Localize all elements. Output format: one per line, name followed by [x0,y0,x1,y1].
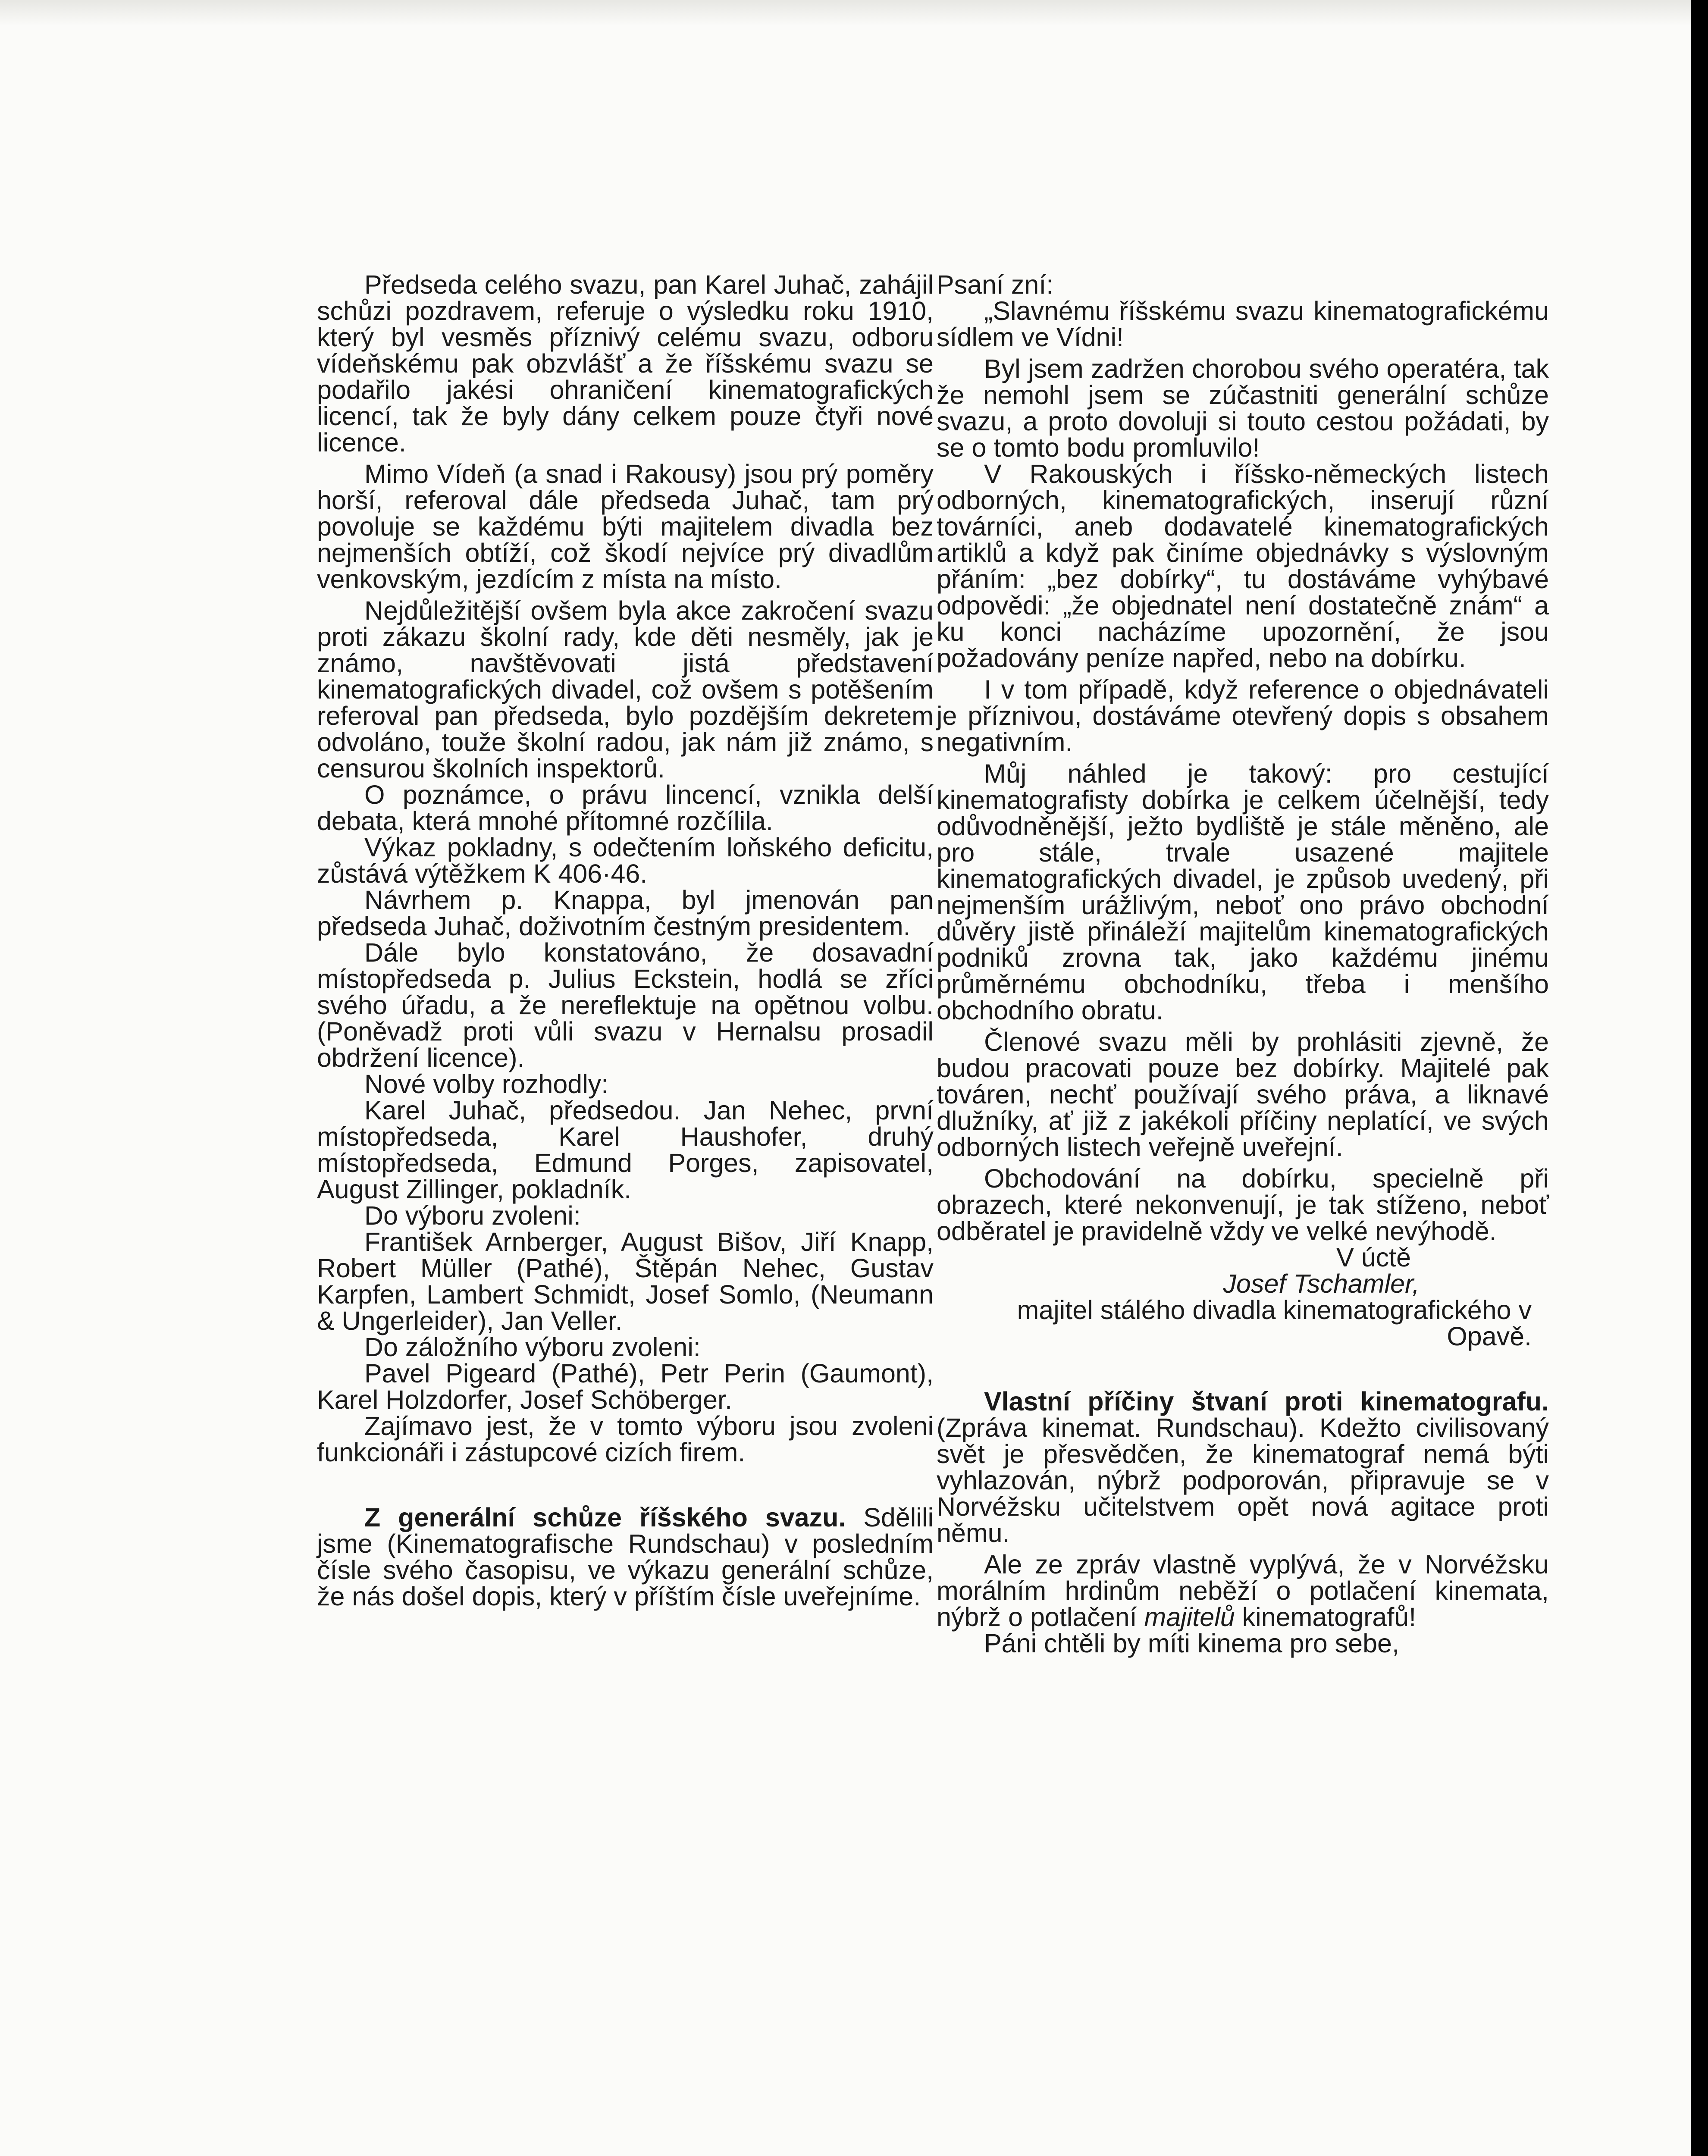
left-column [317,272,934,1610]
paragraph: František Arnberger, August Bišov, Jiří Knapp, Robert Müller (Pathé), Štěpán Nehec, Gustav Karpfen, Lambert Schmidt, Josef Somlo, (Neumann & Ungerleider), Jan Veller. [317,1227,934,1335]
section-body: (Zpráva kinemat. Rundschau). Kdežto civilisovaný svět je přesvědčen, že kinematograf nemá býti vyhlazován, nýbrž podporován, připravuje se v Norvéžsku učitelstvem opět nová agitace proti němu. [937,1413,1549,1548]
section-paragraph [937,1388,1549,1546]
right-column [937,272,1549,1657]
paragraph: Předseda celého svazu, pan Karel Juhač, zahájil schůzi pozdravem, referuje o výsledku roku 1910, který byl vesměs příznivý celému svazu, odboru vídeňskému pak obzvlášť a že říšskému svazu se podařilo jakési ohraničení kinematografických licencí, tak že byly dány celkem pouze čtyři nové licence. [317,270,934,457]
paragraph: Můj náhled je takový: pro cestující kinematografisty dobírka je celkem účelnější, tedy odůvodněnější, ježto bydliště je stále měněno, ale pro stále, trvale usazené majitele kinematografických divadel, je způsob uvedený, při nejmenším urážlivým, neboť ono právo obchodní důvěry jistě přináleží majitelům kinematografických podniků zrovna tak, jako každému jinému průměrnému obchodníku, třeba i menšího obchodního obratu. [937,759,1549,1025]
paragraph: Návrhem p. Knappa, byl jmenován pan předseda Juhač, doživotním čestným presidentem. [317,885,934,941]
paragraph: Nové volby rozhodly: [364,1069,609,1099]
paragraph: Nejdůležitější ovšem byla akce zakročení svazu proti zákazu školní rady, kde děti nesměly, jak je známo, navštěvovati jistá představení kinematografických divadel, což ovšem s potěšením referoval pan předseda, bylo pozdějším dekretem odvoláno, touže školní radou, jak nám již známo, s censurou školních inspektorů. [317,596,934,783]
paragraph: Obchodování na dobírku, specielně při obrazech, které nekonvenují, je tak stíženo, neboť odběratel je pravidelně vždy ve velké nevýhodě. [937,1164,1549,1246]
section-heading: Z generální schůze říšského svazu. [364,1503,846,1532]
paragraph: O poznámce, o právu lincencí, vznikla delší debata, která mnohé přítomné rozčílila. [317,780,934,836]
paragraph: V Rakouských i říšsko-německých listech odborných, kinematografických, inserují různí továrníci, aneb dodavatelé kinematografických artiklů a když pak činíme objednávky s výslovným přáním: „bez dobírky“, tu dostáváme vyhýbavé odpovědi: „že objednatel není dostatečně znám“ a ku konci nacházíme upozornění, že jsou požadovány peníze napřed, nebo na dobírku. [937,459,1549,673]
paragraph: Dále bylo konstatováno, že dosavadní místopředseda p. Julius Eckstein, hodlá se zříci svého úřadu, a že nereflektuje na opětnou volbu. (Poněvadž proti vůli svazu v Hernalsu prosadil obdržení licence). [317,938,934,1072]
emphasis: majitelů [1144,1602,1235,1632]
section-body: Sdělili jsme (Kinematografische Rundschau) v posledním čísle svého časopisu, ve výkazu generální schůze, že nás došel dopis, který v příštím čísle uveřejníme. [317,1503,934,1611]
paragraph: Do záložního výboru zvoleni: [364,1332,701,1362]
paragraph: I v tom případě, když reference o objednávateli je příznivou, dostáváme otevřený dopis s obsahem negativním. [937,675,1549,757]
section-heading: Vlastní příčiny štvaní proti kinematografu. [984,1387,1549,1416]
paragraph: Členové svazu měli by prohlásiti zjevně, že budou pracovati pouze bez dobírky. Majitelé pak továren, nechť používají svého práva, a liknavé dlužníky, ať již z jakékoli příčiny neplatící, ve svých odborných listech veřejně uveřejní. [937,1027,1549,1162]
paragraph: Karel Juhač, předsedou. Jan Nehec, první místopředseda, Karel Haushofer, druhý místopředseda, Edmund Porges, zapisovatel, August Zillinger, pokladník. [317,1096,934,1204]
paragraph: Páni chtěli by míti kinema pro sebe, [984,1629,1399,1658]
letter-salutation: „Slavnému říšskému svazu kinematografickému sídlem ve Vídni! [937,296,1549,352]
paragraph: Psaní zní: [937,270,1054,299]
paragraph: Byl jsem zadržen chorobou svého operatéra, tak že nemohl jsem se zúčastniti generální schůze svazu, a proto dovoluji si touto cestou požádati, by se o tomto bodu promluvilo! [937,354,1549,462]
paragraph: Výkaz pokladny, s odečtením loňského deficitu, zůstává výtěžkem K 406·46. [317,833,934,888]
closing: V úctě [1336,1243,1411,1272]
paragraph: Pavel Pigeard (Pathé), Petr Perin (Gaumont), Karel Holzdorfer, Josef Schöberger. [317,1359,934,1414]
section-paragraph [317,1504,934,1610]
signature-title: majitel stálého divadla kinematografického v Opavě. [1017,1295,1532,1351]
paragraph: Zajímavo jest, že v tomto výboru jsou zvoleni funkcionáři i zástupcové cizích firem. [317,1411,934,1467]
right-scan-border [1691,0,1708,2156]
paragraph: Do výboru zvoleni: [364,1201,581,1230]
signature-name: Josef Tschamler, [1223,1269,1420,1298]
scan-top-shade [0,0,1708,26]
text-span: Ale ze zpráv vlastně vyplývá, že v Norvéžsku morálním hrdinům neběží o potlačení kinemata, nýbrž o potlačení [937,1550,1549,1632]
paragraph [937,1551,1549,1630]
text-span: kinematografů! [1235,1602,1417,1632]
paragraph: Mimo Vídeň (a snad i Rakousy) jsou prý poměry horší, referoval dále předseda Juhač, tam prý povoluje se každému býti majitelem divadla bez nejmenších obtíží, což škodí nejvíce prý divadlům venkovským, jezdícím z místa na místo. [317,459,934,594]
